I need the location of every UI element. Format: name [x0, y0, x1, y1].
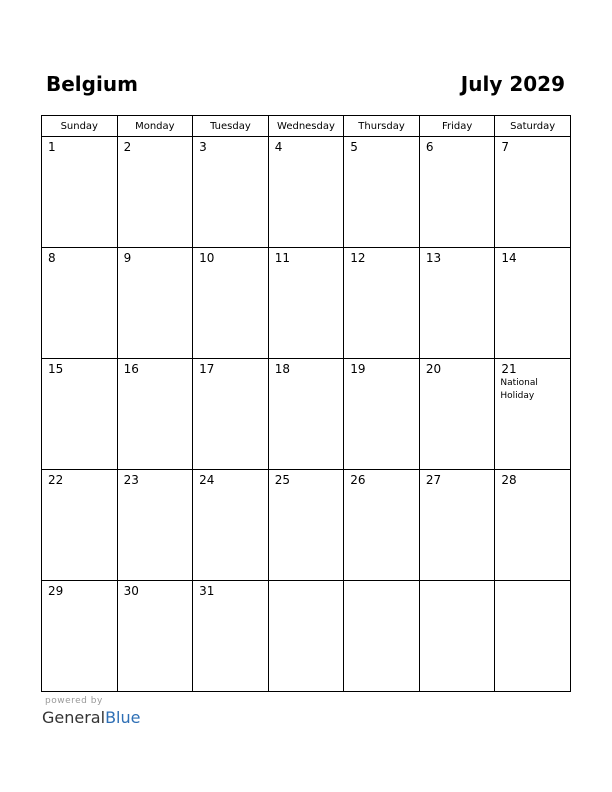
week-row [42, 581, 571, 692]
day-number: 12 [350, 251, 366, 265]
day-cell [495, 470, 571, 581]
day-number: 11 [274, 251, 290, 265]
day-number: 27 [425, 473, 442, 487]
event-label [118, 487, 183, 488]
powered-by-label: powered by [45, 696, 103, 706]
day-cell [193, 470, 269, 581]
day-cell [419, 359, 495, 470]
day-cell [42, 470, 118, 581]
calendar-grid [41, 115, 571, 692]
event-label [269, 584, 334, 585]
country-title: Belgium [46, 72, 138, 96]
event-label [269, 376, 334, 377]
day-cell [419, 248, 495, 359]
event-label [42, 265, 107, 266]
day-number: 16 [123, 362, 139, 376]
day-number: 2 [123, 140, 132, 154]
day-cell [268, 137, 344, 248]
day-cell [419, 470, 495, 581]
month-year-title: July 2029 [460, 72, 565, 96]
event-label [420, 487, 485, 488]
day-number: 1 [48, 140, 56, 154]
day-cell [419, 581, 495, 692]
day-cell [117, 359, 193, 470]
day-cell [495, 137, 571, 248]
event-label [193, 487, 258, 488]
brand-name-first: General [42, 708, 106, 727]
event-label [42, 598, 107, 599]
week-row [42, 137, 571, 248]
day-cell [193, 248, 269, 359]
day-number: 25 [274, 473, 290, 487]
footer-branding [42, 696, 140, 728]
day-cell [344, 137, 420, 248]
event-label [42, 376, 107, 377]
day-cell [268, 248, 344, 359]
event-label [118, 265, 183, 266]
event-label [420, 376, 485, 377]
event-label [42, 154, 107, 155]
event-label [495, 487, 560, 488]
day-number: 9 [123, 251, 132, 265]
day-cell [344, 248, 420, 359]
event-label [42, 487, 107, 488]
day-number: 13 [425, 251, 442, 265]
day-number: 20 [425, 362, 442, 376]
day-cell [42, 137, 118, 248]
day-cell [268, 470, 344, 581]
week-row [42, 248, 571, 359]
weekday-header: Sunday [42, 116, 118, 137]
day-cell [117, 581, 193, 692]
day-number: 30 [123, 584, 139, 598]
day-number: 31 [199, 584, 215, 598]
day-cell [42, 581, 118, 692]
day-cell [495, 248, 571, 359]
day-number: 7 [501, 140, 510, 154]
day-number: 3 [199, 140, 207, 154]
event-label [193, 154, 258, 155]
event-label [344, 584, 409, 585]
event-label [193, 265, 258, 266]
event-label [344, 376, 409, 377]
day-cell [42, 359, 118, 470]
day-cell [268, 581, 344, 692]
day-cell [193, 359, 269, 470]
day-cell [419, 137, 495, 248]
event-label [420, 154, 485, 155]
brand-name-second: Blue [105, 708, 141, 727]
day-cell [193, 581, 269, 692]
day-number: 24 [199, 473, 215, 487]
day-number: 29 [48, 584, 64, 598]
brand-logo [42, 708, 140, 728]
week-row [42, 359, 571, 470]
day-cell [42, 248, 118, 359]
day-cell [117, 248, 193, 359]
weekday-header: Thursday [344, 116, 420, 137]
weekday-header: Saturday [495, 116, 571, 137]
weekday-header: Monday [117, 116, 193, 137]
event-label [495, 265, 560, 266]
day-cell [268, 359, 344, 470]
day-number: 18 [274, 362, 290, 376]
holiday-label: National Holiday [500, 378, 538, 401]
event-label [193, 598, 258, 599]
event-label [118, 376, 183, 377]
day-number: 26 [350, 473, 366, 487]
event-label [344, 487, 409, 488]
day-number: 17 [199, 362, 215, 376]
day-cell [193, 137, 269, 248]
event-label [269, 265, 334, 266]
day-cell [344, 359, 420, 470]
event-label [495, 154, 560, 155]
event-label [495, 584, 560, 585]
day-number: 23 [123, 473, 139, 487]
day-number: 8 [48, 251, 56, 265]
day-number: 14 [501, 251, 517, 265]
event-label [118, 154, 183, 155]
day-cell [344, 581, 420, 692]
event-label [420, 265, 485, 266]
day-cell [495, 581, 571, 692]
event-label [420, 584, 485, 585]
event-label [269, 154, 334, 155]
day-number: 4 [274, 140, 283, 154]
event-label [344, 154, 409, 155]
day-cell [117, 470, 193, 581]
day-number: 21 [501, 362, 517, 376]
day-cell [495, 359, 571, 470]
weekday-header: Friday [419, 116, 495, 137]
event-label [269, 487, 334, 488]
event-label [193, 376, 258, 377]
day-cell [117, 137, 193, 248]
day-number: 22 [48, 473, 64, 487]
day-cell [344, 470, 420, 581]
event-label [344, 265, 409, 266]
day-number: 10 [199, 251, 215, 265]
weekday-header: Wednesday [268, 116, 344, 137]
day-number: 6 [425, 140, 434, 154]
day-number: 5 [350, 140, 358, 154]
day-number: 15 [48, 362, 64, 376]
weekday-header: Tuesday [193, 116, 269, 137]
event-label [118, 598, 183, 599]
weekday-header-row [42, 116, 571, 137]
week-row [42, 470, 571, 581]
day-number: 19 [350, 362, 366, 376]
day-number: 28 [501, 473, 517, 487]
